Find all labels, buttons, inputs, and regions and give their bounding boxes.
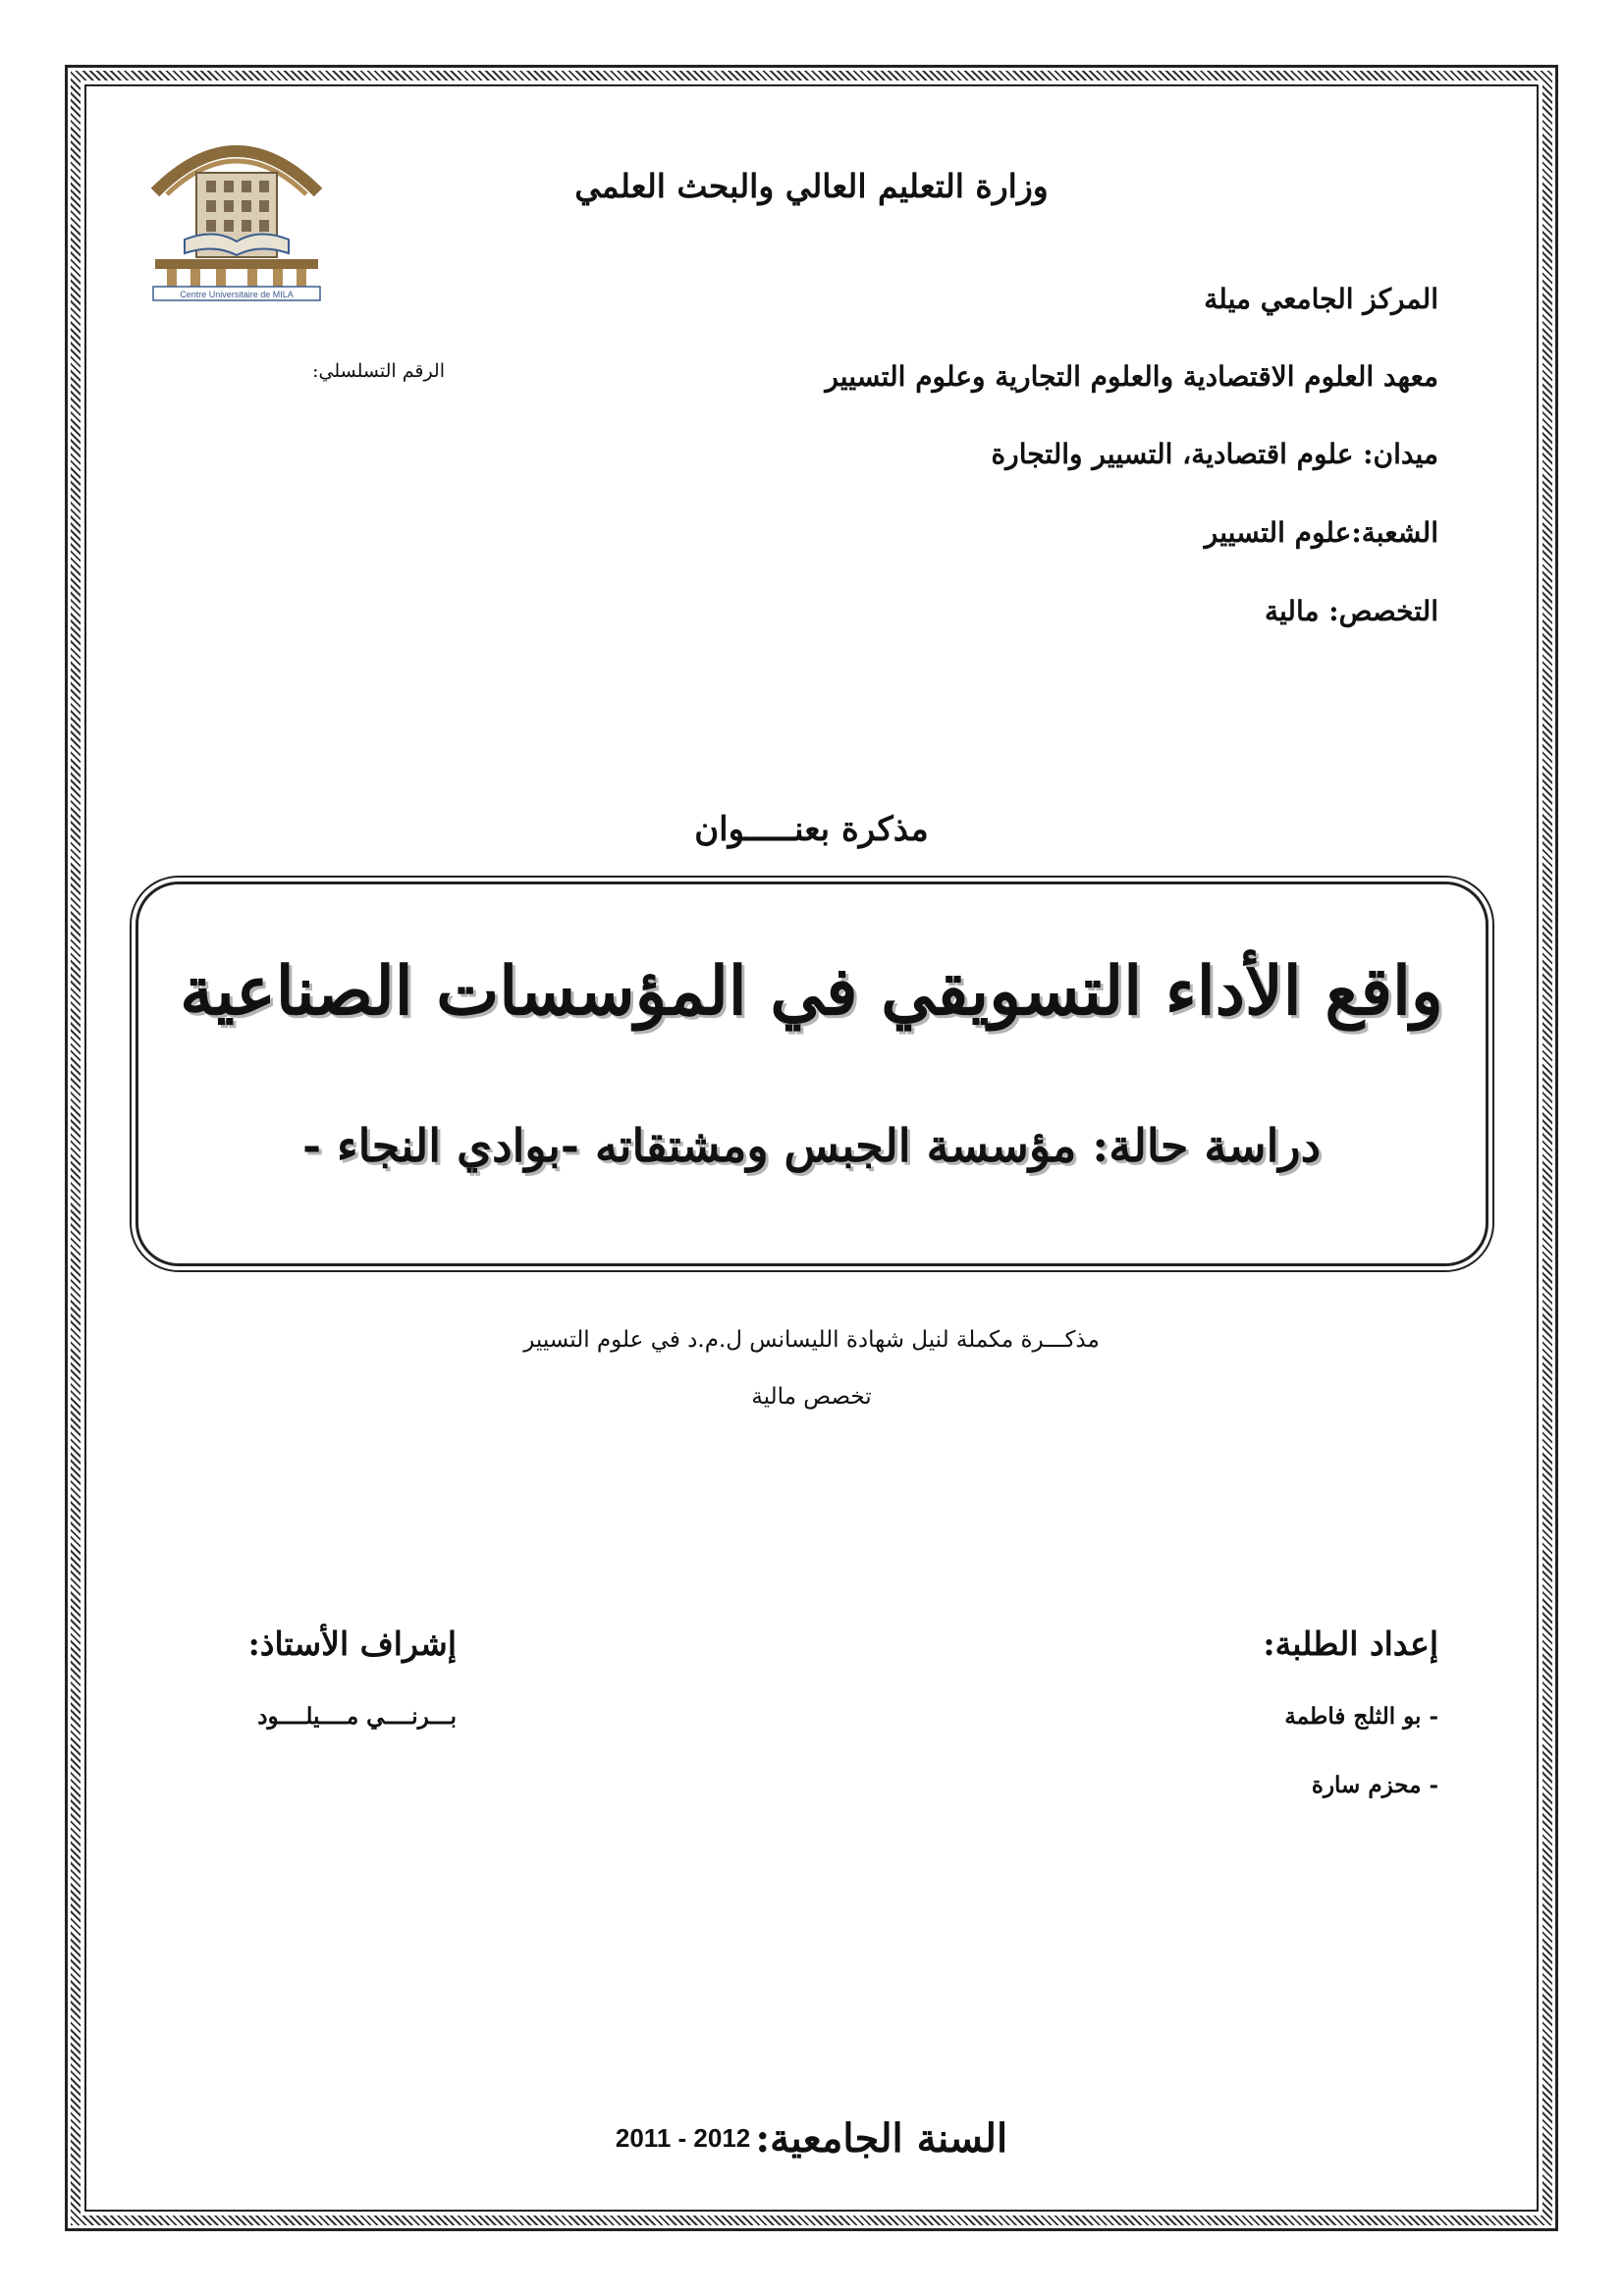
institute-name: معهد العلوم الاقتصادية والعلوم التجارية وعلوم التسيير <box>825 360 1438 393</box>
academic-year-label: السنة الجامعية: <box>755 2115 1008 2162</box>
branch-line: الشعبة:علوم التسيير <box>1204 516 1438 549</box>
student-name: - بو الثلج فاطمة <box>1284 1703 1438 1730</box>
thesis-purpose: مذكـــرة مكملة لنيل شهادة الليسانس ل.م.د في علوم التسيير <box>523 1327 1100 1353</box>
specialty-line: التخصص: مالية <box>1264 595 1438 627</box>
students-label: إعداد الطلبة: <box>1263 1625 1438 1663</box>
university-logo <box>145 116 328 302</box>
supervisor-name: بـــرنــــي مــــيلــــود <box>257 1703 457 1730</box>
thesis-heading: مذكرة بعنـــــوان <box>694 810 929 849</box>
title-frame <box>135 881 1488 1266</box>
field-line: ميدان: علوم اقتصادية، التسيير والتجارة <box>991 438 1438 470</box>
supervisor-label: إشراف الأستاذ: <box>247 1625 457 1663</box>
case-study-subtitle: دراسة حالة: مؤسسة الجبس ومشتقاته -بوادي النجاء - <box>301 1119 1322 1172</box>
university-center: المركز الجامعي ميلة <box>1204 283 1438 315</box>
academic-year <box>0 2115 1623 2162</box>
ministry-name: وزارة التعليم العالي والبحث العلمي <box>574 167 1049 205</box>
academic-year-value: 2011 - 2012 <box>615 2123 751 2153</box>
thesis-title: واقع الأداء التسويقي في المؤسسات الصناعية <box>180 952 1443 1031</box>
student-name: - محزم سارة <box>1311 1772 1438 1798</box>
serial-number-label: الرقم التسلسلي: <box>312 360 445 382</box>
thesis-specialization: تخصص مالية <box>751 1384 872 1410</box>
logo-caption: Centre Universitaire de MILA <box>180 290 294 299</box>
